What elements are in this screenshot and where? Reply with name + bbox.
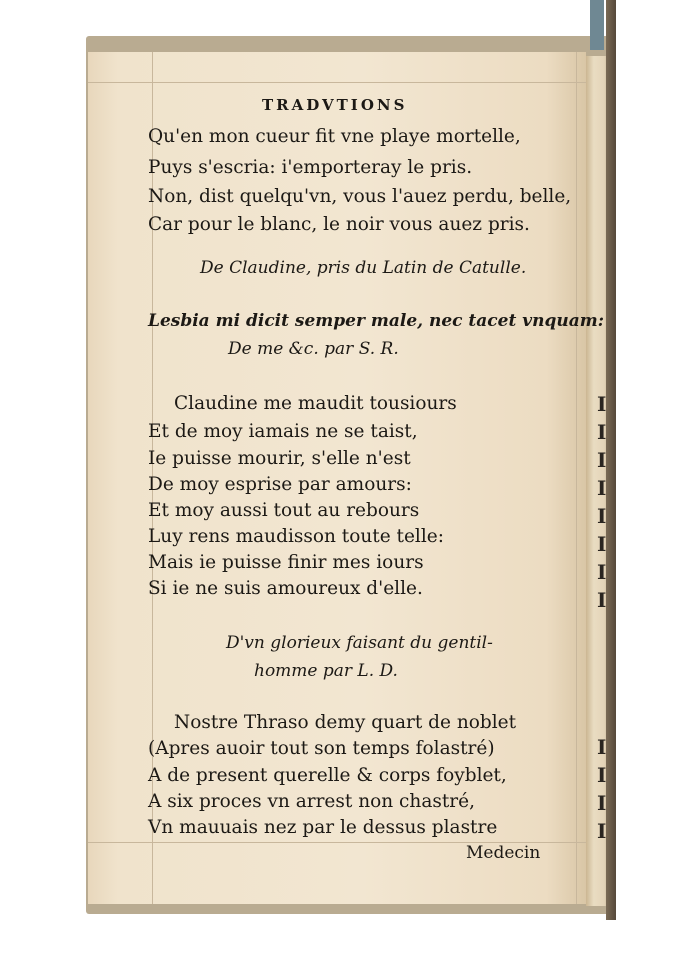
facing-page-letter: I [597, 392, 607, 416]
verse-line: Car pour le blanc, le noir vous auez pris. [148, 214, 530, 235]
verse-line: Nostre Thraso demy quart de noblet [174, 712, 517, 733]
verse-line: Luy rens maudisson toute telle: [148, 526, 444, 547]
verse-line: De moy esprise par amours: [148, 474, 412, 495]
facing-page-letter: I [597, 735, 607, 759]
latin-epigraph: Lesbia mi dicit semper male, nec tacet vnquam: [148, 311, 604, 331]
verse-line: Non, dist quelqu'vn, vous l'auez perdu, belle, [148, 186, 572, 207]
margin-rule-right [576, 52, 577, 904]
facing-page-letter: I [597, 420, 607, 444]
verse-line: Mais ie puisse finir mes iours [148, 552, 424, 573]
verse-line: (Apres auoir tout son temps folastré) [148, 738, 495, 759]
facing-page-letter: I [597, 560, 607, 584]
facing-page-letter: I [597, 791, 607, 815]
facing-page-letter: I [597, 504, 607, 528]
verse-line: Qu'en mon cueur fit vne playe mortelle, [148, 126, 521, 147]
verse-line: A six proces vn arrest non chastré, [148, 791, 475, 812]
verse-line: A de present querelle & corps foyblet, [148, 765, 507, 786]
verse-line: Ie puisse mourir, s'elle n'est [148, 448, 411, 469]
poem-title: De Claudine, pris du Latin de Catulle. [200, 258, 527, 278]
verse-line: Si ie ne suis amoureux d'elle. [148, 578, 423, 599]
verse-line: Vn mauuais nez par le dessus plastre [148, 817, 498, 838]
catchword: Medecin [466, 843, 541, 863]
poem-title: homme par L. D. [254, 661, 398, 681]
verse-line: Et moy aussi tout au rebours [148, 500, 420, 521]
facing-page-letter: I [597, 476, 607, 500]
verse-line: Puys s'escria: i'emporteray le pris. [148, 157, 473, 178]
facing-page-letter: I [597, 448, 607, 472]
facing-page-letter: I [597, 819, 607, 843]
facing-page-letter: I [597, 532, 607, 556]
book-spine [606, 0, 616, 920]
running-header: TRADVTIONS [262, 96, 408, 114]
facing-page-letter: I [597, 588, 607, 612]
poem-title: D'vn glorieux faisant du gentil- [226, 633, 493, 653]
margin-rule-top [88, 82, 586, 83]
bookmark-ribbon [590, 0, 604, 50]
verse-line: Et de moy iamais ne se taist, [148, 421, 418, 442]
attribution-line: De me &c. par S. R. [228, 339, 399, 359]
verse-line: Claudine me maudit tousiours [174, 393, 457, 414]
facing-page-letter: I [597, 763, 607, 787]
